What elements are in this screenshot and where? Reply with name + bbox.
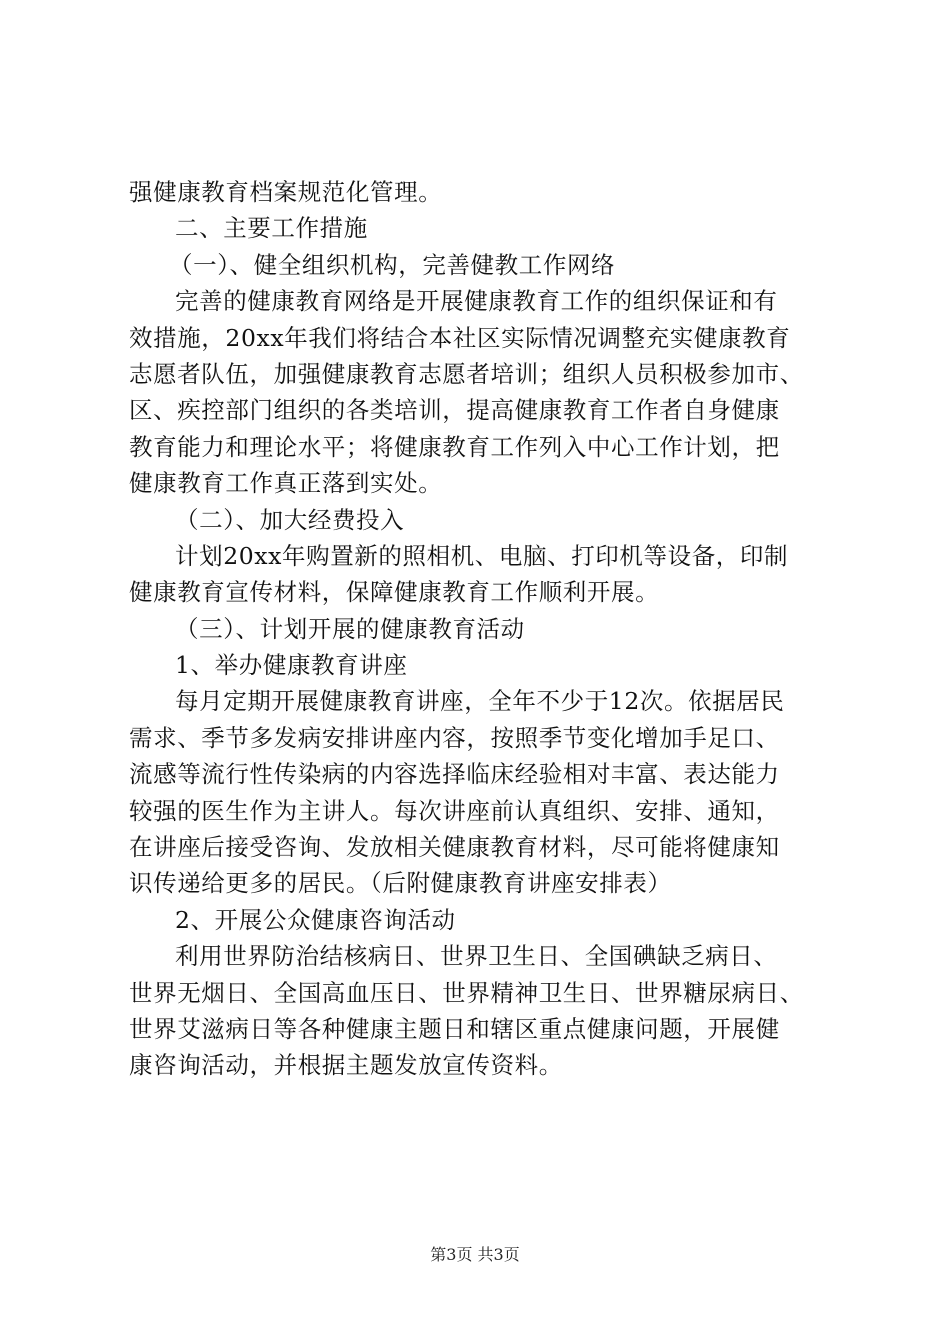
text-line: 识传递给更多的居民。（后附健康教育讲座安排表）: [129, 869, 672, 898]
text-line: 志愿者队伍，加强健康教育志愿者培训；组织人员积极参加市、: [129, 359, 804, 388]
text-line: 较强的医生作为主讲人。每次讲座前认真组织、安排、通知，: [129, 796, 780, 825]
text-line: 需求、季节多发病安排讲座内容，按照季节变化增加手足口、: [129, 723, 780, 752]
item-heading: 2、开展公众健康咨询活动: [175, 905, 456, 934]
text-line: 计划20xx年购置新的照相机、电脑、打印机等设备，印制: [175, 541, 789, 570]
subsection-heading: （二）、加大经费投入: [175, 505, 405, 534]
text-line: 健康教育工作真正落到实处。: [129, 469, 443, 498]
text-line: 区、疾控部门组织的各类培训，提高健康教育工作者自身健康: [129, 396, 780, 425]
text-line: 世界无烟日、全国高血压日、世界精神卫生日、世界糖尿病日、: [129, 978, 804, 1007]
text-line: 流感等流行性传染病的内容选择临床经验相对丰富、表达能力: [129, 760, 780, 789]
text-line: 效措施，20xx年我们将结合本社区实际情况调整充实健康教育: [129, 323, 791, 352]
text-line: 健康教育宣传材料，保障健康教育工作顺利开展。: [129, 578, 660, 607]
text-line: 利用世界防治结核病日、世界卫生日、全国碘缺乏病日、: [175, 942, 778, 971]
text-line: 强健康教育档案规范化管理。: [129, 178, 443, 206]
section-heading: 二、主要工作措施: [175, 214, 368, 243]
document-body: [129, 174, 829, 1084]
text-line: 完善的健康教育网络是开展健康教育工作的组织保证和有: [175, 287, 778, 316]
text-line: 在讲座后接受咨询、发放相关健康教育材料，尽可能将健康知: [129, 833, 780, 862]
text-line: 康咨询活动，并根据主题发放宣传资料。: [129, 1051, 563, 1080]
subsection-heading: （一）、健全组织机构，完善健教工作网络: [169, 250, 616, 279]
subsection-heading: （三）、计划开展的健康教育活动: [175, 614, 525, 643]
text-line: 教育能力和理论水平；将健康教育工作列入中心工作计划，把: [129, 432, 780, 461]
text-line: 每月定期开展健康教育讲座，全年不少于12次。依据居民: [175, 687, 785, 716]
page-number: 第3页 共3页: [430, 1245, 520, 1264]
item-heading: 1、举办健康教育讲座: [175, 651, 408, 680]
text-line: 世界艾滋病日等各种健康主题日和辖区重点健康问题，开展健: [129, 1014, 780, 1043]
